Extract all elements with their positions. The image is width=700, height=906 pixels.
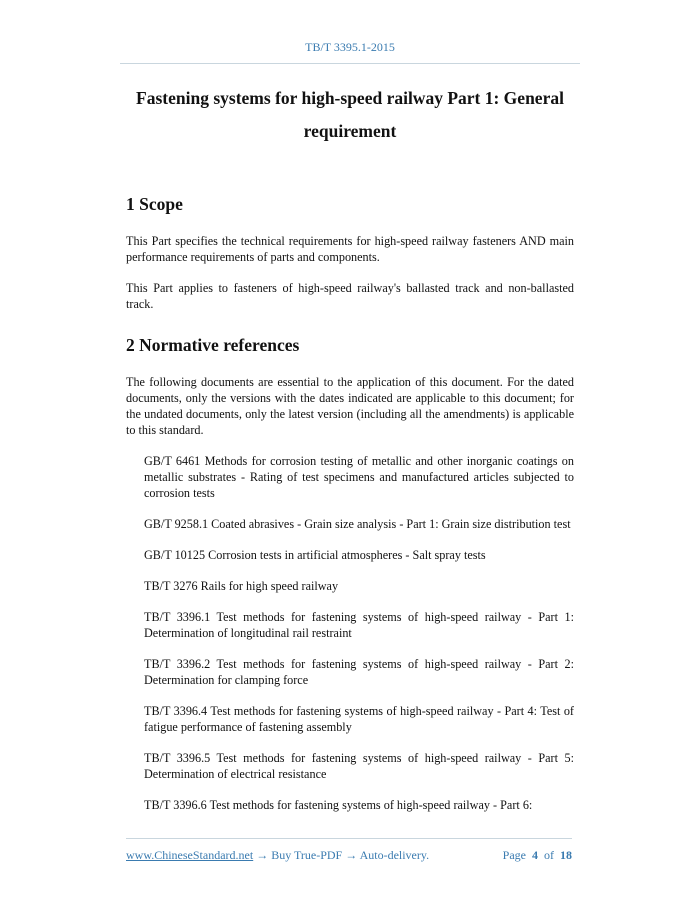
reference-item: TB/T 3396.4 Test methods for fastening systems of high-speed railway - Part 4: Test of fatigue performance of fastening assembly [144,704,574,734]
section-heading-normative-references: 2 Normative references [126,335,300,355]
title-line: Fastening systems for high-speed railway Part 1: General [136,88,564,108]
footer-divider [126,838,572,839]
running-header: TB/T 3395.1-2015 [305,40,395,54]
reference-item: GB/T 9258.1 Coated abrasives - Grain size analysis - Part 1: Grain size distribution test [144,517,571,531]
page-number: Page 4 of 18 [502,848,572,862]
paragraph: The following documents are essential to the application of this document. For the dated documents, only the versions with the dates indicated are applicable to this document; for the undated documents, only the latest version (including all the amendments) is applicable to this standard. [126,375,574,437]
reference-item: TB/T 3396.6 Test methods for fastening systems of high-speed railway - Part 6: [144,798,533,812]
document-body [126,193,574,828]
website-link[interactable]: www.ChineseStandard.net [126,848,254,862]
reference-item: TB/T 3276 Rails for high speed railway [144,579,339,593]
reference-item: TB/T 3396.2 Test methods for fastening systems of high-speed railway - Part 2: Determination for clamping force [144,657,574,687]
header-divider [120,63,580,64]
footer [126,848,572,863]
paragraph: This Part applies to fasteners of high-speed railway's ballasted track and non-ballasted track. [126,281,574,311]
paragraph: This Part specifies the technical requirements for high-speed railway fasteners AND main performance requirements of parts and components. [126,234,574,264]
reference-item: TB/T 3396.1 Test methods for fastening systems of high-speed railway - Part 1: Determination of longitudinal rail restraint [144,610,574,640]
document-title [126,82,574,148]
footer-text: → Buy True-PDF → Auto-delivery. [253,848,430,862]
section-heading-scope: 1 Scope [126,194,183,214]
title-line: requirement [303,121,397,141]
reference-item: GB/T 10125 Corrosion tests in artificial atmospheres - Salt spray tests [144,548,486,562]
reference-item: GB/T 6461 Methods for corrosion testing of metallic and other inorganic coatings on metallic substrates - Rating of test specimens and manufactured articles subjected to corrosion tests [144,454,574,500]
reference-item: TB/T 3396.5 Test methods for fastening systems of high-speed railway - Part 5: Determination of electrical resistance [144,751,574,781]
